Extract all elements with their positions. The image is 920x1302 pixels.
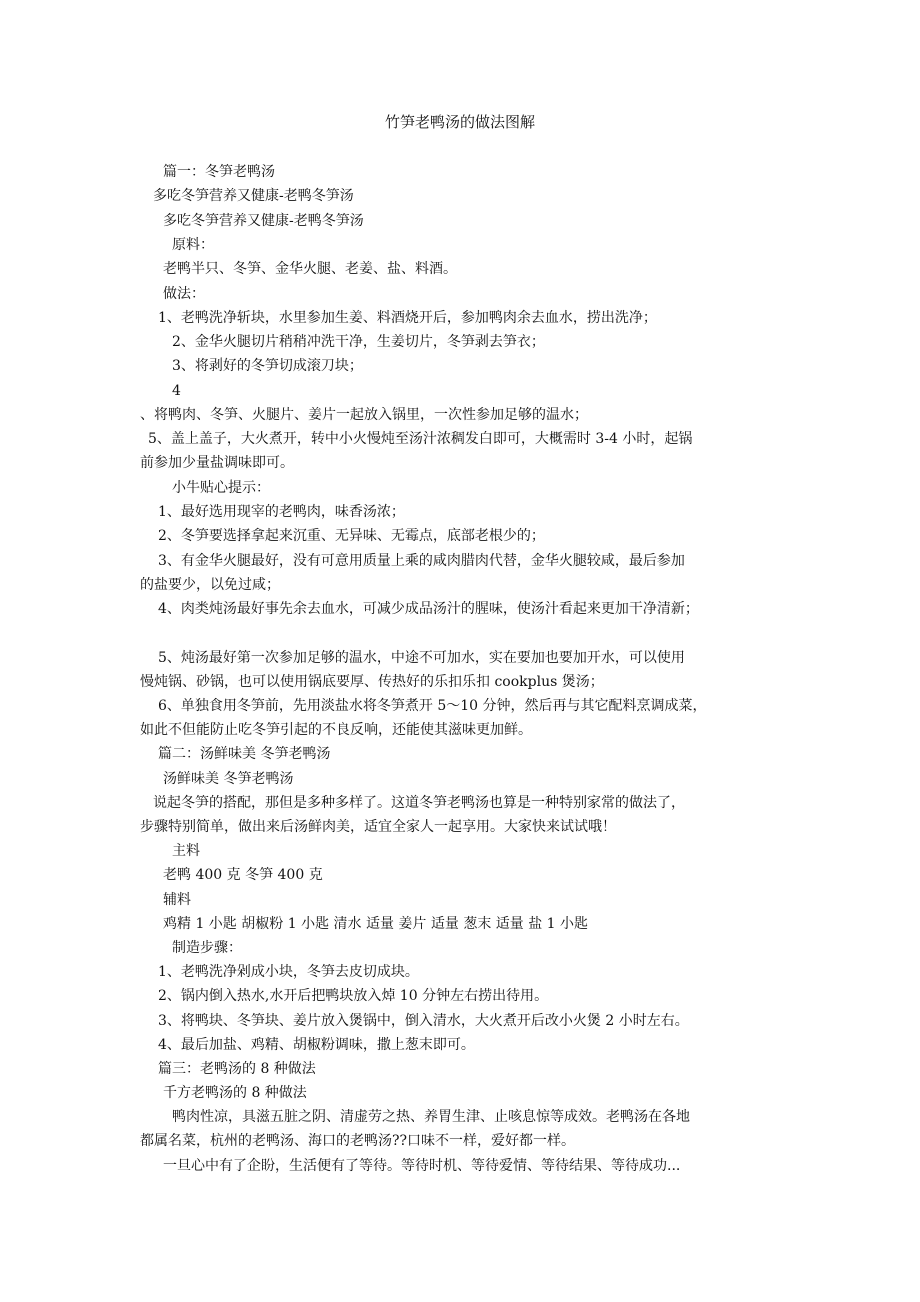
text-line: 4、最后加盐、鸡精、胡椒粉调味，撒上葱末即可。 — [158, 1037, 475, 1053]
text-line: 2、冬笋要选择拿起来沉重、无异味、无霉点，底部老根少的； — [158, 528, 545, 544]
text-line: 汤鲜味美 冬笋老鸭汤 — [163, 771, 294, 787]
text-line: 一旦心中有了企盼，生活便有了等待。等待时机、等待爱情、等待结果、等待成功... — [163, 1158, 681, 1174]
text-line: 1、老鸭洗净斩块，水里参加生姜、料酒烧开后，参加鸭肉余去血水，捞出洗净； — [158, 310, 657, 326]
text-line: 慢炖锅、砂锅，也可以使用锅底要厚、传热好的乐扣乐扣 cookplus 煲汤； — [140, 674, 604, 690]
text-line: 2、锅内倒入热水,水开后把鸭块放入焯 10 分钟左右捞出待用。 — [158, 988, 549, 1004]
text-line: 4 — [172, 383, 181, 399]
text-line: 都属名菜，杭州的老鸭汤、海口的老鸭汤??口味不一样，爱好都一样。 — [140, 1133, 576, 1149]
text-line: 老鸭半只、冬笋、金华火腿、老姜、盐、料酒。 — [163, 261, 457, 277]
text-line: 鸭肉性凉，具滋五脏之阴、清虚劳之热、养胃生津、止咳息惊等成效。老鸭汤在各地 — [172, 1109, 690, 1125]
text-line: 步骤特别简单，做出来后汤鲜肉美，适宜全家人一起享用。大家快来试试哦！ — [140, 819, 616, 835]
text-line: 、将鸭肉、冬笋、火腿片、姜片一起放入锅里，一次性参加足够的温水； — [140, 407, 588, 423]
text-line: 前参加少量盐调味即可。 — [140, 455, 294, 471]
text-line: 1、最好选用现宰的老鸭肉，味香汤浓； — [158, 504, 405, 520]
text-line: 做法： — [163, 286, 205, 302]
document-title: 竹笋老鸭汤的做法图解 — [384, 113, 535, 131]
text-line: 5、盖上盖子，大火煮开，转中小火慢炖至汤汁浓稠发白即可，大概需时 3-4 小时，起锅 — [148, 431, 693, 447]
text-line: 鸡精 1 小匙 胡椒粉 1 小匙 清水 适量 姜片 适量 葱末 适量 盐 1 小匙 — [163, 916, 589, 932]
text-line: 辅料 — [163, 892, 191, 908]
text-line: 2、金华火腿切片稍稍冲洗干净，生姜切片，冬笋剥去笋衣； — [172, 334, 545, 350]
text-line: 篇三：老鸭汤的 8 种做法 — [158, 1061, 316, 1077]
text-line: 5、炖汤最好第一次参加足够的温水，中途不可加水，实在要加也要加开水，可以使用 — [158, 650, 685, 666]
text-line: 原料： — [172, 237, 214, 253]
text-line: 1、老鸭洗净剁成小块，冬笋去皮切成块。 — [158, 964, 419, 980]
text-line: 3、有金华火腿最好，没有可意用质量上乘的咸肉腊肉代替，金华火腿较咸，最后参加 — [158, 553, 685, 569]
text-line: 3、将剥好的冬笋切成滚刀块； — [172, 358, 363, 374]
text-line: 篇一：冬笋老鸭汤 — [163, 164, 275, 180]
text-line: 4、肉类炖汤最好事先余去血水，可减少成品汤汁的腥味，使汤汁看起来更加干净清新； — [158, 601, 699, 617]
text-line: 6、单独食用冬笋前，先用淡盐水将冬笋煮开 5～10 分钟，然后再与其它配料烹调成菜， — [158, 698, 707, 714]
text-line: 小牛贴心提示： — [172, 480, 270, 496]
text-line: 的盐要少，以免过咸； — [140, 577, 280, 593]
text-line: 多吃冬笋营养又健康-老鸭冬笋汤 — [163, 213, 364, 229]
text-line: 如此不但能防止吃冬笋引起的不良反响，还能使其滋味更加鲜。 — [140, 722, 532, 738]
text-line: 制造步骤： — [172, 940, 242, 956]
text-line: 3、将鸭块、冬笋块、姜片放入煲锅中，倒入清水，大火煮开后改小火煲 2 小时左右。 — [158, 1013, 689, 1029]
text-line: 说起冬笋的搭配，那但是多种多样了。这道冬笋老鸭汤也算是一种特别家常的做法了， — [153, 795, 685, 811]
text-line: 主料 — [172, 843, 200, 859]
text-line: 篇二：汤鲜味美 冬笋老鸭汤 — [158, 746, 331, 762]
text-line: 老鸭 400 克 冬笋 400 克 — [163, 867, 323, 883]
text-line: 千方老鸭汤的 8 种做法 — [163, 1085, 307, 1101]
text-line: 多吃冬笋营养又健康-老鸭冬笋汤 — [153, 188, 354, 204]
